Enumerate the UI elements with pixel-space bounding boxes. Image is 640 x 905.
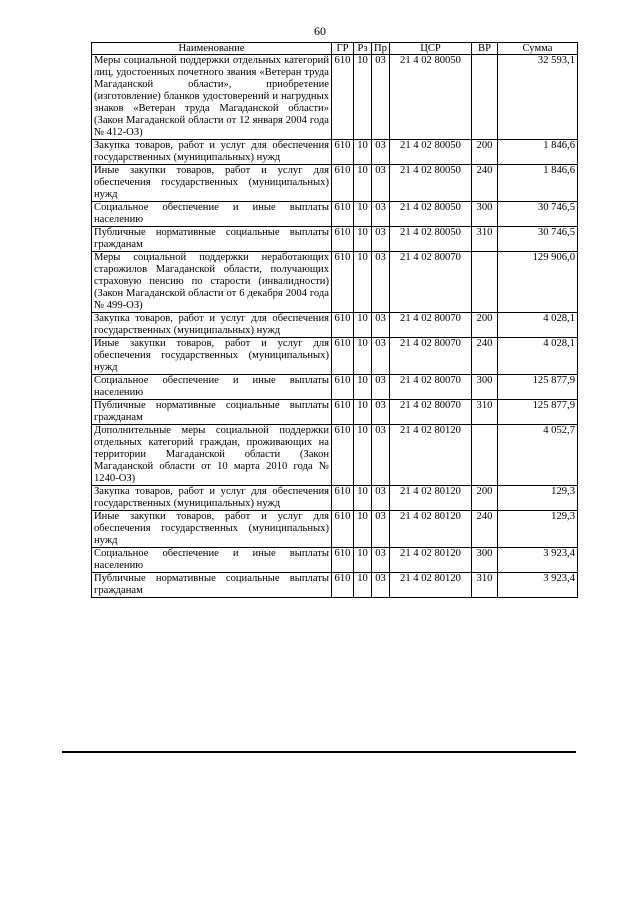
cell-sum: 32 593,1 <box>498 55 578 140</box>
cell-csr: 21 4 02 80070 <box>390 338 472 375</box>
cell-name: Закупка товаров, работ и услуг для обеспечения государственных (муниципальных) нужд <box>92 486 332 511</box>
cell-gr: 610 <box>332 573 354 598</box>
cell-vr <box>472 252 498 313</box>
cell-vr <box>472 425 498 486</box>
cell-sum: 3 923,4 <box>498 548 578 573</box>
cell-name: Публичные нормативные социальные выплаты гражданам <box>92 227 332 252</box>
cell-vr: 240 <box>472 165 498 202</box>
cell-csr: 21 4 02 80120 <box>390 486 472 511</box>
cell-csr: 21 4 02 80070 <box>390 400 472 425</box>
header-name: Наименование <box>92 43 332 55</box>
table-row <box>92 165 578 202</box>
cell-sum: 30 746,5 <box>498 227 578 252</box>
cell-name: Меры социальной поддержки неработающих старожилов Магаданской области, получающих страховую пенсию по старости (инвалидности) (Закон Магаданской области от 6 декабря 2004 года № 499-ОЗ) <box>92 252 332 313</box>
cell-rz: 10 <box>354 227 372 252</box>
cell-vr: 200 <box>472 140 498 165</box>
cell-vr: 200 <box>472 486 498 511</box>
cell-vr: 300 <box>472 548 498 573</box>
cell-pr: 03 <box>372 425 390 486</box>
cell-sum: 1 846,6 <box>498 140 578 165</box>
cell-sum: 129,3 <box>498 486 578 511</box>
cell-pr: 03 <box>372 313 390 338</box>
cell-csr: 21 4 02 80050 <box>390 140 472 165</box>
cell-csr: 21 4 02 80070 <box>390 313 472 338</box>
header-csr: ЦСР <box>390 43 472 55</box>
cell-vr: 200 <box>472 313 498 338</box>
cell-sum: 125 877,9 <box>498 375 578 400</box>
table-row <box>92 227 578 252</box>
cell-csr: 21 4 02 80050 <box>390 165 472 202</box>
cell-pr: 03 <box>372 400 390 425</box>
cell-rz: 10 <box>354 486 372 511</box>
cell-sum: 1 846,6 <box>498 165 578 202</box>
cell-csr: 21 4 02 80050 <box>390 227 472 252</box>
table-row <box>92 313 578 338</box>
cell-csr: 21 4 02 80120 <box>390 511 472 548</box>
cell-pr: 03 <box>372 511 390 548</box>
table-row <box>92 202 578 227</box>
cell-csr: 21 4 02 80070 <box>390 252 472 313</box>
cell-pr: 03 <box>372 227 390 252</box>
table-row <box>92 511 578 548</box>
table-row <box>92 400 578 425</box>
cell-name: Иные закупки товаров, работ и услуг для обеспечения государственных (муниципальных) нужд <box>92 511 332 548</box>
header-gr: ГР <box>332 43 354 55</box>
cell-rz: 10 <box>354 55 372 140</box>
cell-csr: 21 4 02 80050 <box>390 202 472 227</box>
cell-pr: 03 <box>372 252 390 313</box>
cell-sum: 125 877,9 <box>498 400 578 425</box>
header-vr: ВР <box>472 43 498 55</box>
cell-rz: 10 <box>354 375 372 400</box>
cell-rz: 10 <box>354 573 372 598</box>
bottom-divider <box>62 751 576 753</box>
cell-sum: 129 906,0 <box>498 252 578 313</box>
cell-pr: 03 <box>372 202 390 227</box>
cell-gr: 610 <box>332 338 354 375</box>
page-number: 60 <box>314 24 326 38</box>
header-sum: Сумма <box>498 43 578 55</box>
cell-rz: 10 <box>354 338 372 375</box>
cell-pr: 03 <box>372 548 390 573</box>
table-row <box>92 140 578 165</box>
cell-sum: 30 746,5 <box>498 202 578 227</box>
table-row <box>92 548 578 573</box>
cell-gr: 610 <box>332 140 354 165</box>
cell-vr: 240 <box>472 338 498 375</box>
table-body <box>92 55 578 598</box>
cell-gr: 610 <box>332 425 354 486</box>
cell-gr: 610 <box>332 165 354 202</box>
cell-rz: 10 <box>354 511 372 548</box>
table-row <box>92 425 578 486</box>
cell-rz: 10 <box>354 425 372 486</box>
header-pr: Пр <box>372 43 390 55</box>
header-rz: Рз <box>354 43 372 55</box>
budget-table <box>91 42 578 598</box>
cell-name: Меры социальной поддержки отдельных категорий лиц, удостоенных почетного звания «Ветеран труда Магаданской области», приобретение (изготовление) бланков удостоверений и нагрудных знаков «Ветеран труда Магаданской области» (Закон Магаданской области от 12 января 2004 года № 412-ОЗ) <box>92 55 332 140</box>
cell-name: Иные закупки товаров, работ и услуг для обеспечения государственных (муниципальных) нужд <box>92 338 332 375</box>
cell-rz: 10 <box>354 252 372 313</box>
cell-gr: 610 <box>332 486 354 511</box>
cell-gr: 610 <box>332 313 354 338</box>
cell-pr: 03 <box>372 55 390 140</box>
cell-vr: 300 <box>472 202 498 227</box>
cell-vr: 310 <box>472 227 498 252</box>
cell-pr: 03 <box>372 140 390 165</box>
table-row <box>92 252 578 313</box>
cell-pr: 03 <box>372 375 390 400</box>
cell-csr: 21 4 02 80120 <box>390 573 472 598</box>
cell-name: Публичные нормативные социальные выплаты гражданам <box>92 573 332 598</box>
cell-name: Публичные нормативные социальные выплаты гражданам <box>92 400 332 425</box>
cell-rz: 10 <box>354 140 372 165</box>
cell-rz: 10 <box>354 202 372 227</box>
cell-name: Дополнительные меры социальной поддержки отдельных категорий граждан, проживающих на территории Магаданской области (Закон Магаданской области от 10 марта 2010 года № 1240-ОЗ) <box>92 425 332 486</box>
cell-name: Социальное обеспечение и иные выплаты населению <box>92 548 332 573</box>
cell-rz: 10 <box>354 548 372 573</box>
cell-csr: 21 4 02 80050 <box>390 55 472 140</box>
cell-vr <box>472 55 498 140</box>
cell-csr: 21 4 02 80120 <box>390 548 472 573</box>
cell-sum: 129,3 <box>498 511 578 548</box>
cell-pr: 03 <box>372 338 390 375</box>
table-row <box>92 375 578 400</box>
cell-csr: 21 4 02 80120 <box>390 425 472 486</box>
cell-vr: 310 <box>472 400 498 425</box>
cell-rz: 10 <box>354 165 372 202</box>
cell-name: Социальное обеспечение и иные выплаты населению <box>92 202 332 227</box>
cell-vr: 240 <box>472 511 498 548</box>
cell-name: Иные закупки товаров, работ и услуг для обеспечения государственных (муниципальных) нужд <box>92 165 332 202</box>
cell-gr: 610 <box>332 252 354 313</box>
cell-gr: 610 <box>332 227 354 252</box>
cell-gr: 610 <box>332 400 354 425</box>
table-row <box>92 486 578 511</box>
cell-vr: 300 <box>472 375 498 400</box>
cell-sum: 4 052,7 <box>498 425 578 486</box>
cell-pr: 03 <box>372 573 390 598</box>
table-header-row <box>92 43 578 55</box>
cell-gr: 610 <box>332 55 354 140</box>
cell-pr: 03 <box>372 486 390 511</box>
cell-sum: 4 028,1 <box>498 338 578 375</box>
cell-gr: 610 <box>332 511 354 548</box>
cell-gr: 610 <box>332 202 354 227</box>
cell-name: Закупка товаров, работ и услуг для обеспечения государственных (муниципальных) нужд <box>92 140 332 165</box>
table-row <box>92 338 578 375</box>
cell-sum: 3 923,4 <box>498 573 578 598</box>
cell-rz: 10 <box>354 400 372 425</box>
cell-rz: 10 <box>354 313 372 338</box>
table-row <box>92 55 578 140</box>
cell-gr: 610 <box>332 375 354 400</box>
cell-name: Социальное обеспечение и иные выплаты населению <box>92 375 332 400</box>
cell-gr: 610 <box>332 548 354 573</box>
cell-name: Закупка товаров, работ и услуг для обеспечения государственных (муниципальных) нужд <box>92 313 332 338</box>
cell-pr: 03 <box>372 165 390 202</box>
cell-csr: 21 4 02 80070 <box>390 375 472 400</box>
cell-vr: 310 <box>472 573 498 598</box>
cell-sum: 4 028,1 <box>498 313 578 338</box>
table-row <box>92 573 578 598</box>
